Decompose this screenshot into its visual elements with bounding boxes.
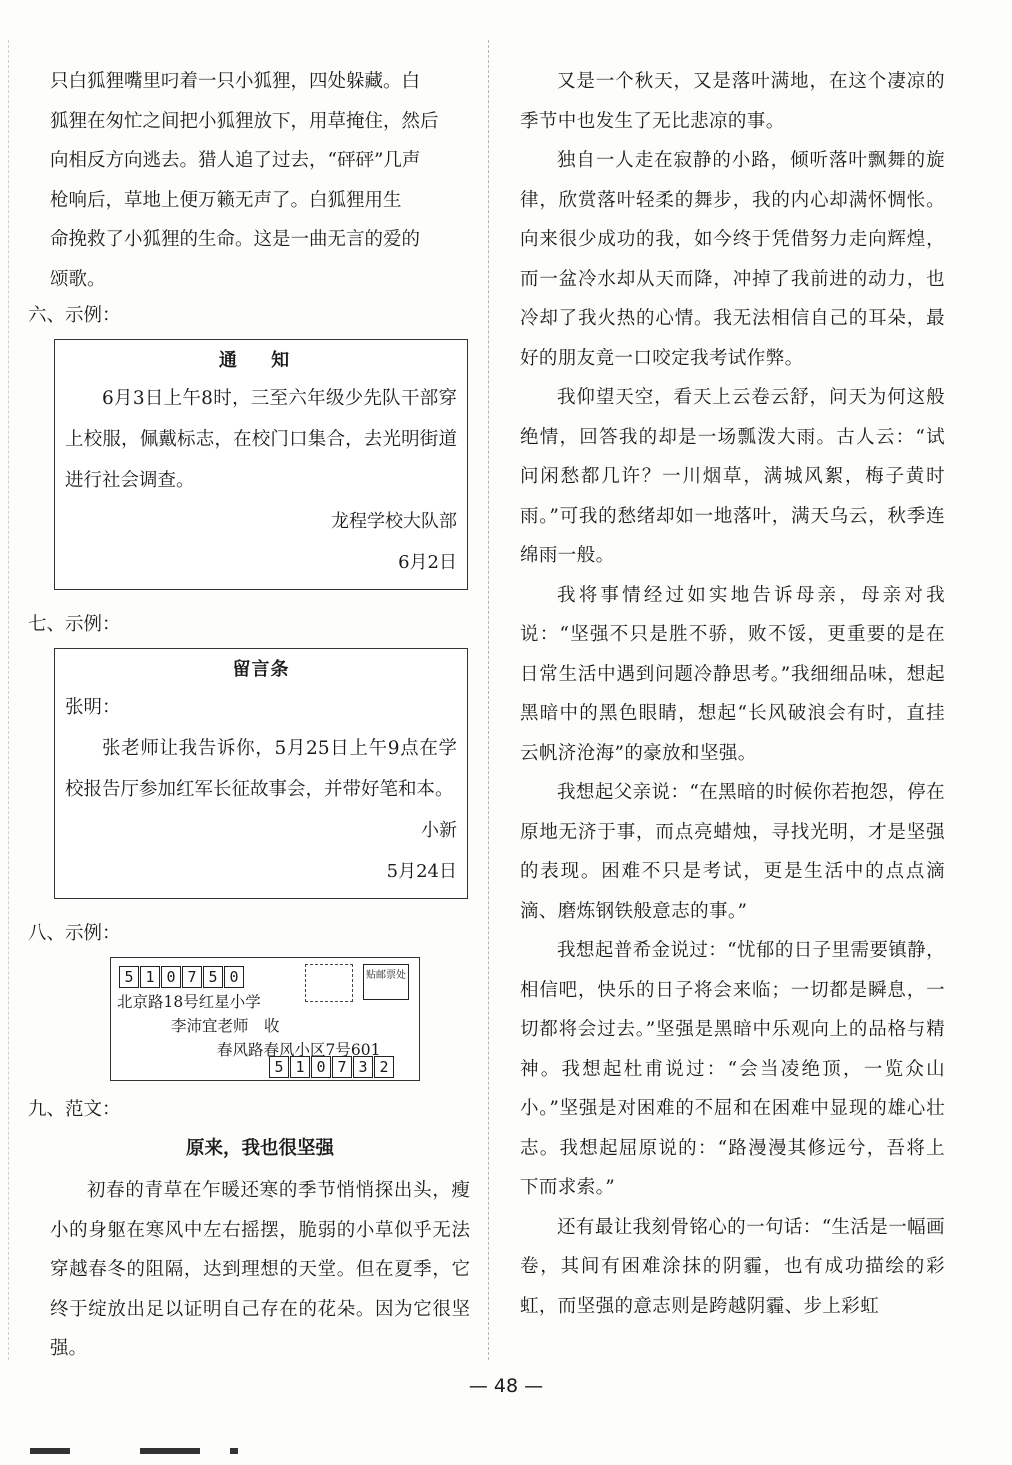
scan-edge-marks	[30, 1448, 250, 1456]
intro-line: 狐狸在匆忙之间把小狐狸放下，用草掩住，然后	[50, 110, 439, 132]
message-body: 张老师让我告诉你，5月25日上午9点在学校报告厅参加红军长征故事会，并带好笔和本。	[65, 738, 457, 800]
zip-digit: 5	[203, 966, 223, 988]
essay-title: 原来，我也很坚强	[185, 1138, 334, 1159]
message-note-box	[54, 648, 468, 899]
essay-paragraph: 独自一人走在寂静的小路，倾听落叶飘舞的旋律，欣赏落叶轻柔的舞步，我的内心却满怀惆怅。向来很少成功的我，如今终于凭借努力走向辉煌，而一盆冷水却从天而降，冲掉了我前进的动力，也冷却了我火热的心情。我无法相信自己的耳朵，最好的朋友竟一口咬定我考试作弊。	[520, 150, 945, 369]
right-column	[520, 62, 945, 1326]
recipient-name: 李沛宜老师 收	[171, 1017, 280, 1035]
essay-paragraph: 初春的青草在乍暖还寒的季节悄悄探出头，瘦小的身躯在寒风中左右摇摆，脆弱的小草似乎无法穿越春冬的阻隔，达到理想的天堂。但在夏季，它终于绽放出足以证明自己存在的花朵。因为它很坚强。	[50, 1180, 470, 1359]
section-6-heading: 六、示例：	[28, 305, 121, 326]
recipient-address: 北京路18号红星小学	[117, 993, 261, 1011]
essay-paragraph: 我想起父亲说：“在黑暗的时候你若抱怨，停在原地无济于事，而点亮蜡烛，寻找光明，才是坚强的表现。困难不只是考试，更是生活中的点点滴滴、磨炼钢铁般意志的事。”	[520, 782, 945, 922]
section-9-heading: 九、范文：	[28, 1099, 121, 1120]
message-date: 5月24日	[386, 861, 457, 882]
essay-paragraph: 我将事情经过如实地告诉母亲，母亲对我说：“坚强不只是胜不骄，败不馁，更重要的是在日常生活中遇到问题冷静思考。”我细细品味，想起黑暗中的黑色眼睛，想起“长风破浪会有时，直挂云帆济沧海”的豪放和坚强。	[520, 584, 945, 764]
message-salutation: 张明：	[65, 697, 121, 718]
left-column	[28, 62, 470, 1369]
zip-digit: 2	[374, 1056, 394, 1078]
zip-digit: 5	[119, 966, 139, 988]
stamp-dashed-area	[305, 964, 353, 1002]
essay-paragraph: 还有最让我刻骨铭心的一句话：“生活是一幅画卷，其间有困难涂抹的阴霾，也有成功描绘的彩虹，而坚强的意志则是跨越阴霾、步上彩虹	[520, 1216, 945, 1317]
recipient-zip-boxes	[119, 966, 244, 988]
notice-title: 通 知	[218, 350, 304, 371]
notice-body: 6月3日上午8时，三至六年级少先队干部穿上校服，佩戴标志，在校门口集合，去光明街道进行社会调查。	[65, 388, 457, 491]
stamp-box: 贴邮票处	[363, 964, 409, 1000]
zip-digit: 5	[269, 1056, 289, 1078]
sender-address: 春风路春风小区7号601	[217, 1041, 381, 1059]
section-8-heading: 八、示例：	[28, 923, 121, 944]
intro-line: 只白狐狸嘴里叼着一只小狐狸，四处躲藏。白	[50, 71, 421, 92]
essay-paragraph: 又是一个秋天，又是落叶满地，在这个凄凉的季节中也发生了无比悲凉的事。	[520, 71, 945, 132]
sender-zip-boxes	[269, 1056, 394, 1078]
zip-digit: 1	[140, 966, 160, 988]
zip-digit: 0	[161, 966, 181, 988]
essay-paragraph: 我想起普希金说过：“忧郁的日子里需要镇静，相信吧，快乐的日子将会来临；一切都是瞬息，一切都将会过去。”坚强是黑暗中乐观向上的品格与精神。我想起杜甫说过：“会当凌绝顶，一览众山小。”坚强是对困难的不屈和在困难中显现的雄心壮志。我想起屈原说的：“路漫漫其修远兮，吾将上下而求索。”	[520, 940, 945, 1198]
notice-signer: 龙程学校大队部	[331, 511, 457, 532]
message-note-title: 留言条	[232, 659, 290, 680]
zip-digit: 3	[353, 1056, 373, 1078]
intro-line: 枪响后，草地上便万籁无声了。白狐狸用生	[50, 189, 402, 211]
essay-paragraph: 我仰望天空，看天上云卷云舒，问天为何这般绝情，回答我的却是一场瓢泼大雨。古人云：“试问闲愁都几许？一川烟草，满城风絮，梅子黄时雨。”可我的愁绪却如一地落叶，满天乌云，秋季连绵雨一般。	[520, 387, 945, 566]
zip-digit: 0	[224, 966, 244, 988]
intro-paragraph	[50, 62, 470, 299]
zip-digit: 7	[332, 1056, 352, 1078]
zip-digit: 1	[290, 1056, 310, 1078]
notice-date: 6月2日	[398, 552, 457, 573]
notice-box	[54, 339, 468, 590]
zip-digit: 7	[182, 966, 202, 988]
intro-line: 命挽救了小狐狸的生命。这是一曲无言的爱的	[50, 229, 421, 250]
column-divider	[488, 40, 489, 1360]
binding-margin-line	[8, 40, 9, 1360]
intro-line: 颂歌。	[50, 268, 106, 290]
intro-line: 向相反方向逃去。猎人追了过去，“砰砰”几声	[50, 150, 421, 171]
envelope	[110, 957, 420, 1081]
zip-digit: 0	[311, 1056, 331, 1078]
page-number: — 48 —	[468, 1375, 544, 1397]
message-signer: 小新	[421, 820, 457, 841]
section-7-heading: 七、示例：	[28, 614, 121, 635]
